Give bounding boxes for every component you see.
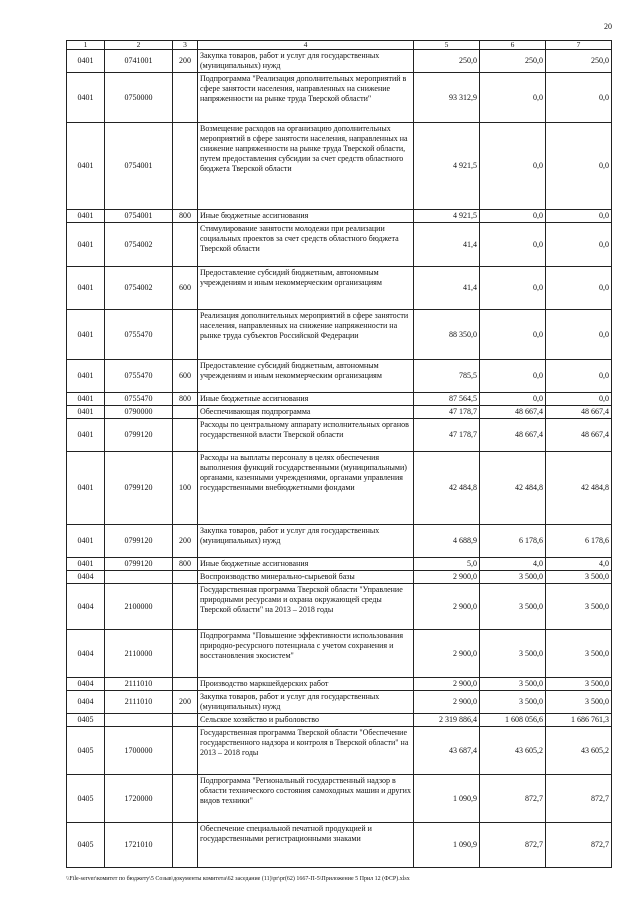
table-row [67, 727, 612, 775]
description-cell: Предоставление субсидий бюджетным, автономным учреждениям и иным некоммерческим организациям [198, 267, 414, 310]
expense-type-cell: 600 [173, 267, 198, 310]
table-row [67, 823, 612, 868]
target-article-cell: 2111010 [105, 691, 173, 714]
expense-type-cell [173, 406, 198, 419]
expense-type-cell: 200 [173, 525, 198, 558]
description-cell: Сельское хозяйство и рыболовство [198, 714, 414, 727]
amount-col7-cell: 0,0 [546, 267, 612, 310]
amount-col7-cell: 3 500,0 [546, 584, 612, 630]
description-cell: Иные бюджетные ассигнования [198, 393, 414, 406]
table-row [67, 406, 612, 419]
expense-type-cell: 800 [173, 558, 198, 571]
expense-type-cell [173, 714, 198, 727]
footer-file-path: \\File-server\комитет по бюджету\5 Созыв\документы комитета\62 заседание (11)\pr\pr(62) 1667-П-5\Приложение 5 Прил 12 (ФСР).xlsx [66, 876, 410, 882]
amount-col5-cell: 4 688,9 [414, 525, 480, 558]
description-cell: Воспроизводство минерально-сырьевой базы [198, 571, 414, 584]
section-code-cell: 0401 [67, 452, 105, 525]
table-row [67, 678, 612, 691]
section-code-cell: 0404 [67, 584, 105, 630]
amount-col6-cell: 872,7 [480, 823, 546, 868]
expense-type-cell: 800 [173, 210, 198, 223]
expense-type-cell [173, 630, 198, 678]
table-row [67, 360, 612, 393]
target-article-cell: 0754002 [105, 267, 173, 310]
description-cell: Возмещение расходов на организацию дополнительных мероприятий в сфере занятости населения, направленных на снижение напряженности на рынке труда Тверской области, путем предоставления субсидии за счет средств областного бюджета Тверской области [198, 123, 414, 210]
section-code-cell: 0401 [67, 123, 105, 210]
amount-col6-cell: 3 500,0 [480, 584, 546, 630]
table-row [67, 714, 612, 727]
amount-col6-cell: 250,0 [480, 50, 546, 73]
section-code-cell: 0401 [67, 210, 105, 223]
description-cell: Иные бюджетные ассигнования [198, 558, 414, 571]
column-header: 3 [173, 41, 198, 50]
target-article-cell: 0754001 [105, 210, 173, 223]
table-row [67, 419, 612, 452]
amount-col5-cell: 47 178,7 [414, 419, 480, 452]
amount-col6-cell: 3 500,0 [480, 691, 546, 714]
expense-type-cell [173, 419, 198, 452]
amount-col5-cell: 41,4 [414, 267, 480, 310]
target-article-cell: 0790000 [105, 406, 173, 419]
amount-col6-cell: 3 500,0 [480, 571, 546, 584]
amount-col7-cell: 872,7 [546, 823, 612, 868]
amount-col6-cell: 0,0 [480, 360, 546, 393]
description-cell: Иные бюджетные ассигнования [198, 210, 414, 223]
expense-type-cell [173, 584, 198, 630]
description-cell: Обеспечение специальной печатной продукцией и государственными регистрационными знаками [198, 823, 414, 868]
amount-col5-cell: 2 900,0 [414, 584, 480, 630]
section-code-cell: 0401 [67, 73, 105, 123]
amount-col7-cell: 48 667,4 [546, 406, 612, 419]
description-cell: Расходы на выплаты персоналу в целях обеспечения выполнения функций государственными (муниципальными) органами, казенными учреждениями, органами управления государственными внебюджетными фондами [198, 452, 414, 525]
budget-table [66, 40, 612, 868]
description-cell: Подпрограмма "Региональный государственный надзор в области технического состояния самоходных машин и других видов техники" [198, 775, 414, 823]
amount-col5-cell: 2 319 886,4 [414, 714, 480, 727]
target-article-cell: 1721010 [105, 823, 173, 868]
amount-col6-cell: 48 667,4 [480, 406, 546, 419]
expense-type-cell [173, 678, 198, 691]
amount-col7-cell: 1 686 761,3 [546, 714, 612, 727]
amount-col7-cell: 3 500,0 [546, 630, 612, 678]
section-code-cell: 0401 [67, 360, 105, 393]
section-code-cell: 0405 [67, 727, 105, 775]
amount-col6-cell: 0,0 [480, 123, 546, 210]
column-header: 2 [105, 41, 173, 50]
amount-col6-cell: 0,0 [480, 310, 546, 360]
amount-col5-cell: 87 564,5 [414, 393, 480, 406]
description-cell: Государственная программа Тверской области "Обеспечение государственного надзора и контроля в Тверской области" на 2013 – 2018 годы [198, 727, 414, 775]
table-row [67, 267, 612, 310]
target-article-cell: 0754001 [105, 123, 173, 210]
section-code-cell: 0401 [67, 406, 105, 419]
table-row [67, 50, 612, 73]
expense-type-cell [173, 775, 198, 823]
description-cell: Подпрограмма "Реализация дополнительных мероприятий в сфере занятости населения, направленных на снижение напряженности на рынке труда Тверской области" [198, 73, 414, 123]
section-code-cell: 0401 [67, 393, 105, 406]
table-row [67, 584, 612, 630]
description-cell: Производство маркшейдерских работ [198, 678, 414, 691]
amount-col6-cell: 3 500,0 [480, 678, 546, 691]
section-code-cell: 0401 [67, 223, 105, 267]
amount-col6-cell: 872,7 [480, 775, 546, 823]
amount-col7-cell: 3 500,0 [546, 678, 612, 691]
table-row [67, 691, 612, 714]
column-header: 7 [546, 41, 612, 50]
table-row [67, 73, 612, 123]
expense-type-cell [173, 727, 198, 775]
amount-col5-cell: 2 900,0 [414, 691, 480, 714]
section-code-cell: 0401 [67, 558, 105, 571]
description-cell: Закупка товаров, работ и услуг для государственных (муниципальных) нужд [198, 691, 414, 714]
amount-col7-cell: 0,0 [546, 210, 612, 223]
table-row [67, 310, 612, 360]
target-article-cell: 0741001 [105, 50, 173, 73]
expense-type-cell [173, 571, 198, 584]
amount-col6-cell: 0,0 [480, 393, 546, 406]
target-article-cell: 0799120 [105, 419, 173, 452]
section-code-cell: 0405 [67, 775, 105, 823]
amount-col5-cell: 43 687,4 [414, 727, 480, 775]
section-code-cell: 0404 [67, 678, 105, 691]
expense-type-cell [173, 123, 198, 210]
expense-type-cell [173, 823, 198, 868]
description-cell: Предоставление субсидий бюджетным, автономным учреждениям и иным некоммерческим организациям [198, 360, 414, 393]
table-row [67, 571, 612, 584]
section-code-cell: 0401 [67, 267, 105, 310]
target-article-cell: 2100000 [105, 584, 173, 630]
table-row [67, 210, 612, 223]
section-code-cell: 0404 [67, 571, 105, 584]
section-code-cell: 0405 [67, 823, 105, 868]
target-article-cell: 2110000 [105, 630, 173, 678]
column-number-row [67, 41, 612, 50]
target-article-cell: 0799120 [105, 558, 173, 571]
column-header: 1 [67, 41, 105, 50]
description-cell: Обеспечивающая подпрограмма [198, 406, 414, 419]
expense-type-cell: 800 [173, 393, 198, 406]
target-article-cell: 0755470 [105, 393, 173, 406]
amount-col7-cell: 250,0 [546, 50, 612, 73]
amount-col7-cell: 42 484,8 [546, 452, 612, 525]
amount-col5-cell: 1 090,9 [414, 775, 480, 823]
amount-col6-cell: 3 500,0 [480, 630, 546, 678]
amount-col7-cell: 48 667,4 [546, 419, 612, 452]
table-row [67, 223, 612, 267]
amount-col6-cell: 4,0 [480, 558, 546, 571]
amount-col7-cell: 3 500,0 [546, 571, 612, 584]
target-article-cell: 0754002 [105, 223, 173, 267]
table-row [67, 452, 612, 525]
amount-col5-cell: 2 900,0 [414, 630, 480, 678]
expense-type-cell [173, 73, 198, 123]
description-cell: Подпрограмма "Повышение эффективности использования природно-ресурсного потенциала с учетом сохранения и восстановления экосистем" [198, 630, 414, 678]
amount-col7-cell: 0,0 [546, 73, 612, 123]
amount-col6-cell: 43 605,2 [480, 727, 546, 775]
section-code-cell: 0405 [67, 714, 105, 727]
expense-type-cell [173, 223, 198, 267]
section-code-cell: 0404 [67, 630, 105, 678]
column-header: 5 [414, 41, 480, 50]
target-article-cell: 0755470 [105, 360, 173, 393]
section-code-cell: 0401 [67, 310, 105, 360]
amount-col6-cell: 42 484,8 [480, 452, 546, 525]
amount-col6-cell: 0,0 [480, 223, 546, 267]
amount-col5-cell: 4 921,5 [414, 123, 480, 210]
amount-col7-cell: 3 500,0 [546, 691, 612, 714]
table-row [67, 525, 612, 558]
target-article-cell: 1720000 [105, 775, 173, 823]
target-article-cell: 0750000 [105, 73, 173, 123]
amount-col6-cell: 0,0 [480, 267, 546, 310]
amount-col5-cell: 41,4 [414, 223, 480, 267]
description-cell: Государственная программа Тверской области "Управление природными ресурсами и охрана окружающей среды Тверской области" на 2013 – 2018 годы [198, 584, 414, 630]
amount-col5-cell: 2 900,0 [414, 571, 480, 584]
expense-type-cell: 200 [173, 691, 198, 714]
section-code-cell: 0401 [67, 419, 105, 452]
target-article-cell: 0755470 [105, 310, 173, 360]
amount-col7-cell: 0,0 [546, 360, 612, 393]
target-article-cell: 1700000 [105, 727, 173, 775]
table-row [67, 775, 612, 823]
amount-col7-cell: 0,0 [546, 310, 612, 360]
amount-col5-cell: 2 900,0 [414, 678, 480, 691]
amount-col7-cell: 4,0 [546, 558, 612, 571]
amount-col5-cell: 47 178,7 [414, 406, 480, 419]
section-code-cell: 0401 [67, 50, 105, 73]
amount-col5-cell: 4 921,5 [414, 210, 480, 223]
expense-type-cell: 200 [173, 50, 198, 73]
expense-type-cell [173, 310, 198, 360]
amount-col6-cell: 6 178,6 [480, 525, 546, 558]
amount-col6-cell: 0,0 [480, 73, 546, 123]
target-article-cell: 0799120 [105, 525, 173, 558]
amount-col5-cell: 1 090,9 [414, 823, 480, 868]
target-article-cell: 0799120 [105, 452, 173, 525]
amount-col7-cell: 0,0 [546, 223, 612, 267]
column-header: 4 [198, 41, 414, 50]
description-cell: Закупка товаров, работ и услуг для государственных (муниципальных) нужд [198, 50, 414, 73]
amount-col6-cell: 0,0 [480, 210, 546, 223]
amount-col7-cell: 0,0 [546, 123, 612, 210]
column-header: 6 [480, 41, 546, 50]
amount-col7-cell: 43 605,2 [546, 727, 612, 775]
section-code-cell: 0404 [67, 691, 105, 714]
description-cell: Реализация дополнительных мероприятий в сфере занятости населения, направленных на снижение напряженности на рынке труда субъектов Российской Федерации [198, 310, 414, 360]
amount-col7-cell: 0,0 [546, 393, 612, 406]
amount-col7-cell: 872,7 [546, 775, 612, 823]
amount-col7-cell: 6 178,6 [546, 525, 612, 558]
amount-col5-cell: 93 312,9 [414, 73, 480, 123]
description-cell: Стимулирование занятости молодежи при реализации социальных проектов за счет средств областного бюджета Тверской области [198, 223, 414, 267]
table-row [67, 630, 612, 678]
section-code-cell: 0401 [67, 525, 105, 558]
description-cell: Расходы по центральному аппарату исполнительных органов государственной власти Тверской области [198, 419, 414, 452]
amount-col5-cell: 250,0 [414, 50, 480, 73]
table-row [67, 558, 612, 571]
target-article-cell: 2111010 [105, 678, 173, 691]
amount-col6-cell: 48 667,4 [480, 419, 546, 452]
table-row [67, 393, 612, 406]
table-row [67, 123, 612, 210]
amount-col5-cell: 5,0 [414, 558, 480, 571]
amount-col5-cell: 42 484,8 [414, 452, 480, 525]
target-article-cell [105, 714, 173, 727]
amount-col5-cell: 785,5 [414, 360, 480, 393]
amount-col6-cell: 1 608 056,6 [480, 714, 546, 727]
page-number: 20 [604, 22, 612, 31]
description-cell: Закупка товаров, работ и услуг для государственных (муниципальных) нужд [198, 525, 414, 558]
amount-col5-cell: 88 350,0 [414, 310, 480, 360]
expense-type-cell: 600 [173, 360, 198, 393]
target-article-cell [105, 571, 173, 584]
expense-type-cell: 100 [173, 452, 198, 525]
